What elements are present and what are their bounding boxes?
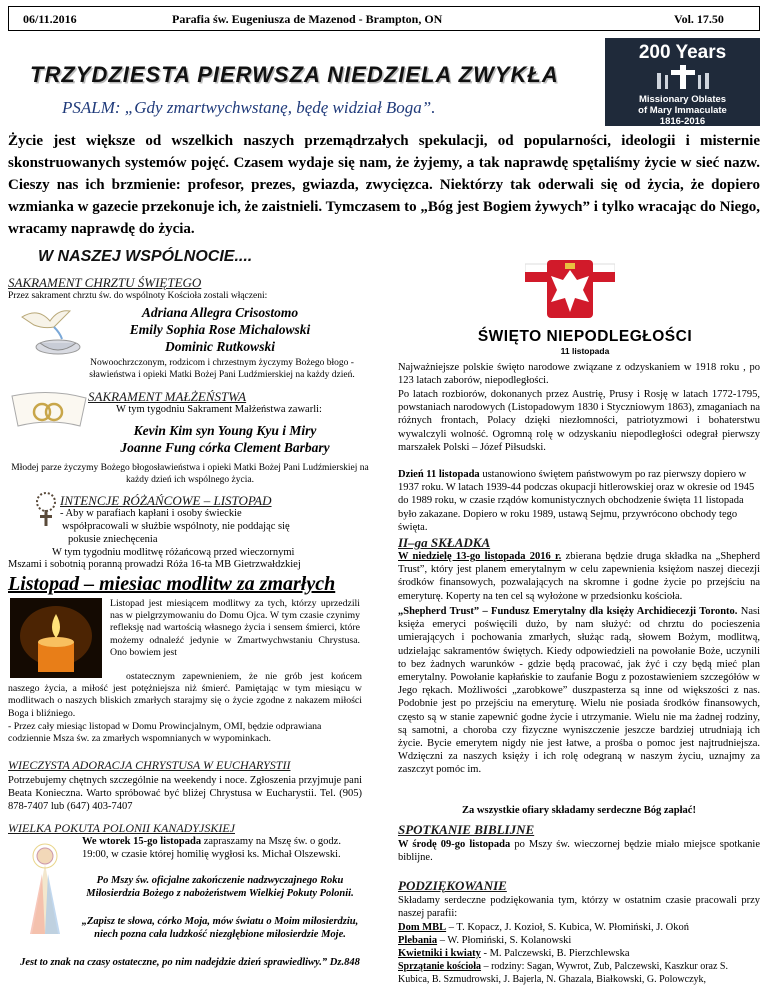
page-title: TRZYDZIESTA PIERWSZA NIEDZIELA ZWYKŁA [30,62,559,87]
collection-date: W niedzielę 13-go listopada 2016 r. [398,551,562,562]
rosary-line-4: W tym tygodniu modlitwę różańcową przed wieczornymi [52,547,295,558]
independence-p1: Najważniejsze polskie święto narodowe związane z odzyskaniem w 1918 roku , po 123 latach zaborów, niepodległości. [398,362,760,387]
oblates-cross-icon [653,65,713,89]
intro-paragraph: Życie jest większe od wszelkich naszych przemądrzałych spekulacji, od popularności, ideologii i misternie skonstruowanych systemów pojęć. Czasem wydaje się nam, że żyjemy, a tak naprawdę spętaliśmy życie w sieć nazw. Cieszy nas ich brzmienie: profesor, prezes, gwiazda, zwycięzca. Niektórzy tak oderwali się od życia, że dopiero wzmianka w gazecie przekonuje ich, że zaistnieli. Tymczasem to „Bóg jest Bogiem żywych” i tylko wracając do Niego, wracamy naprawdę do życia. [8,133,760,237]
baptism-wish: Nowoochrzczonym, rodzicom i chrzestnym życzymy Bożego błogo -sławieństwa i opieki Matki Bożej Pani Ludźmierskiej na każdy dzień. [89,358,355,380]
page-header [8,6,760,31]
gratitude-line-1: Dom MBL – T. Kopacz, J. Kozioł, S. Kubica, W. Płomiński, J. Okoń [398,922,689,933]
bible-text: W środę 09-go listopada po Mszy św. wieczornej będzie miało miejsce spotkanie biblijne. [398,839,761,864]
rosary-line-2: współpracowali w służbie wspólnoty, nie poddając się [62,521,290,532]
penance-italic-3: Jest to znak na czasy ostateczne, po nim nadejdzie dzień sprawiedliwy.” Dz.848 [20,957,360,968]
collection-thanks: Za wszystkie ofiary składamy serdeczne Bóg zapłać! [462,805,696,816]
penance-italic-2: „Zapisz te słowa, córko Moja, mów światu o Moim miłosierdziu, niech pozna cała ludzkość niezgłębione miłosierdzie Moje. [81,916,359,940]
collection-heading: II–ga SKŁADKA [398,535,491,550]
logo-line2: of Mary Immaculate [638,105,727,116]
logo-line1: Missionary Oblates [638,94,727,105]
rosary-line-1: - Aby w parafiach kapłani i osoby świeckie [60,508,242,519]
independence-p2: Po latach rozbiorów, dokonanych przez Austrię, Prusy i Rosję w latach 1772-1795, powstaniach narodowych (Listopadowym 1830 i Styczniowym 1863), zmaganiach na różnych frontach, Polacy dzięki niezłomności, patriotyzmowi i bohaterstwu wywalczyli wolność. Ogromną rolę w odzyskaniu niepodległości odegrał pierwszy marszałek Polski – Józef Piłsudski. [398,389,760,453]
logo-line3: 1816-2016 [659,116,706,127]
collection-p2: „Shepherd Trust” – Fundusz Emerytalny dla księży Archidiecezji Toronto. Nasi księża emeryci poświęcili dużo, by nam służyć: od chrztu do pocieszenia umierających i pochowania zmarłych, służąc radą, słowem Bożym, modlitwą, udzielając sakramentów świętych. Kiedy odpowiedzieli na powołanie Boże, uczynili to bez żadnych warunków - gdzie będą pracować, jak żyć i czy będą mieć plan emerytalny. Powołanie kapłańskie to zaufanie Bogu z pozostawieniem szczegółów w Jego rękach. Możliwości „zarobkowe” duszpasterza są inne od większości z nas. Podobnie jest po przejściu na emeryturę. Wielu nie posiada środków finansowych, często są w stanie zapewnić godne życie i utrzymanie. Wielu nie ma żadnej rodziny, są samotni, a choroba czy fizyczne wyniszczenie jeszcze bardziej utrudniają ich życie. Bycie emerytem nigdy nie jest łatwe, a prośba o pomoc jest najtrudniejsza. Wdzięczni za naszych księży i ich rolę odegraną w naszym życiu, uznajmy za zaszczyt pomóc im. [398,606,760,776]
rosary-line-5: Mszami i sobotnią poranną prowadzi Róża 16-ta MB Gietrzwałdzkiej [8,559,301,570]
penance-italic-1: Po Mszy św. oficjalne zakończenie nadzwyczajnego Roku Miłosierdzia Bożego z nabożeństwem Wielkiej Pokuty Polonii. [86,875,354,899]
baptism-dove-icon [10,303,92,359]
shepherd-trust-title: „Shepherd Trust” – Fundusz Emerytalny dla księży Archidiecezji Toronto. [398,606,738,617]
volume-number: Vol. 17.50 [674,12,724,26]
divine-mercy-icon [10,834,80,934]
baptism-heading: SAKRAMENT CHRZTU ŚWIĘTEGO [8,275,202,290]
independence-heading: ŚWIĘTO NIEPODLEGŁOŚCI [477,328,693,345]
gratitude-heading: PODZIĘKOWANIE [398,878,507,893]
logo-years: 200 Years [638,42,727,63]
penance-text [82,835,360,861]
collection-p1: W niedzielę 13-go listopada 2016 r. zbierana będzie druga składka na „Shepherd Trust”, który jest planem emerytalnym w celu zapewnienia księżom naszej diecezji środków finansowych, pozwalających na skromne i godne życie po przejściu na emeryturę. Koperty na ten cel są wyłożone w przedsionku kościoła. [398,551,760,602]
independence-date: 11 listopada [560,346,610,356]
parish-name: Parafia św. Eugeniusza de Mazenod - Brampton, ON [172,12,443,26]
penance-invite: zapraszamy na Mszę św. o godz. 19:00, w czasie której homilię wygłosi ks. Michał Olszewski. [82,836,341,860]
gratitude-line-3: Kwietniki i kwiaty - M. Palczewski, B. Pierzchlewska [398,948,630,959]
bible-heading: SPOTKANIE BIBLIJNE [398,822,535,837]
marriage-couple-1: Kevin Kim syn Young Kyu i Miry [133,423,317,438]
independence-day: Dzień 11 listopada [398,469,480,480]
omi-200-years-logo [605,38,760,126]
bible-date: W środę 09-go listopada [398,839,511,850]
adoration-text: Potrzebujemy chętnych szczególnie na weekendy i noce. Zgłoszenia przyjmuje pani Beata Konieczna. Warto spróbować być bliżej Chrystusa w Eucharystii. Tel. (905) 878-7407 lub (647) 403-7407 [8,775,362,812]
november-text-top: Listopad jest miesiącem modlitwy za tych, którzy uprzedzili nas w pielgrzymowaniu do Domu Ojca. W tym czasie czynimy refleksję nad wartością własnego życia i sensem śmierci, które możemy odnaleźć jedynie w Zmartwychwstaniu Chrystusa. Ono bowiem jest [110,598,360,658]
marriage-couple-2: Joanne Fung córka Clement Barbary [120,440,330,455]
marriage-heading: SAKRAMENT MAŁŻEŃSTWA [88,389,247,404]
rosary-heading: INTENCJE RÓŻAŃCOWE – LISTOPAD [60,493,272,508]
baptism-name-1: Adriana Allegra Crisostomo [141,305,299,320]
gratitude-line-2: Plebania – W. Płomiński, S. Kolanowski [398,935,572,946]
penance-date: We wtorek 15-go listopada [82,836,202,847]
baptism-name-2: Emily Sophia Rose Michalowski [129,322,311,337]
candle-icon [10,598,102,678]
baptism-sub: Przez sakrament chrztu św. do wspólnoty Kościoła zostali włączeni: [8,291,268,301]
november-text-2: - Przez cały miesiąc listopad w Domu Prowincjalnym, OMI, będzie odprawiana codziennie Msza św. za zmarłych wspomnianych w wypominkach. [8,721,322,745]
gratitude-intro: Składamy serdeczne podziękowania tym, którzy w ostatnim czasie pracowali przy naszej parafii: [398,895,760,920]
november-text: ostatecznym zapewnieniem, że nie grób jest końcem naszego życia, a miłość jest potężniejsza niż śmierć. Pamiętając w tym miesiącu w modlitwach o naszych bliskich zmarłych starajmy się o życie zgodne z nakazem miłości Boga i bliźniego. [8,671,362,719]
rosary-icon [34,490,58,528]
marriage-sub: W tym tygodniu Sakrament Małżeństwa zawarli: [116,404,322,415]
november-heading: Listopad – miesiac modlitw za zmarłych [8,573,336,595]
adoration-heading: WIECZYSTA ADORACJA CHRYSTUSA W EUCHARYSTII [8,758,291,772]
baptism-name-3: Dominic Rutkowski [165,339,275,354]
marriage-wish: Młodej parze życzymy Bożego błogosławieństwa i opieki Matki Bożej Pani Ludźmierskiej na każdy dzień ich wspólnego życia. [11,463,369,485]
independence-p3: Dzień 11 listopada ustanowiono świętem państwowym po raz pierwszy dopiero w 1937 roku. W latach 1939-44 podczas okupacji hitlerowskiej oraz w okresie od 1945 do 1989 roku, w czasie rządów komunistycznych obchodzenie święta 11 listopada było zakazane. Dopiero w roku 1989, ustawą Sejmu, przywrócono obchody tego święta. [398,469,755,533]
polish-eagle-icon [525,258,615,328]
wedding-rings-icon [10,390,88,432]
gratitude-line-4: Sprzątanie kościoła – rodziny: Sagan, Wywrot, Zub, Palczewski, Kaszkur oraz S. Kubica, B. Szmudrowski, J. Bajerla, N. Ghazala, Białkowski, G. Polowczyk, [398,961,728,986]
psalm-line: PSALM: „Gdy zmartwychwstanę, będę widział Boga”. [62,98,436,117]
issue-date: 06/11.2016 [23,12,77,26]
penance-heading: WIELKA POKUTA POLONII KANADYJSKIEJ [8,821,235,835]
rosary-line-3: pokusie zniechęcenia [68,534,158,545]
community-heading: W NASZEJ WSPÓLNOCIE.... [38,248,253,265]
